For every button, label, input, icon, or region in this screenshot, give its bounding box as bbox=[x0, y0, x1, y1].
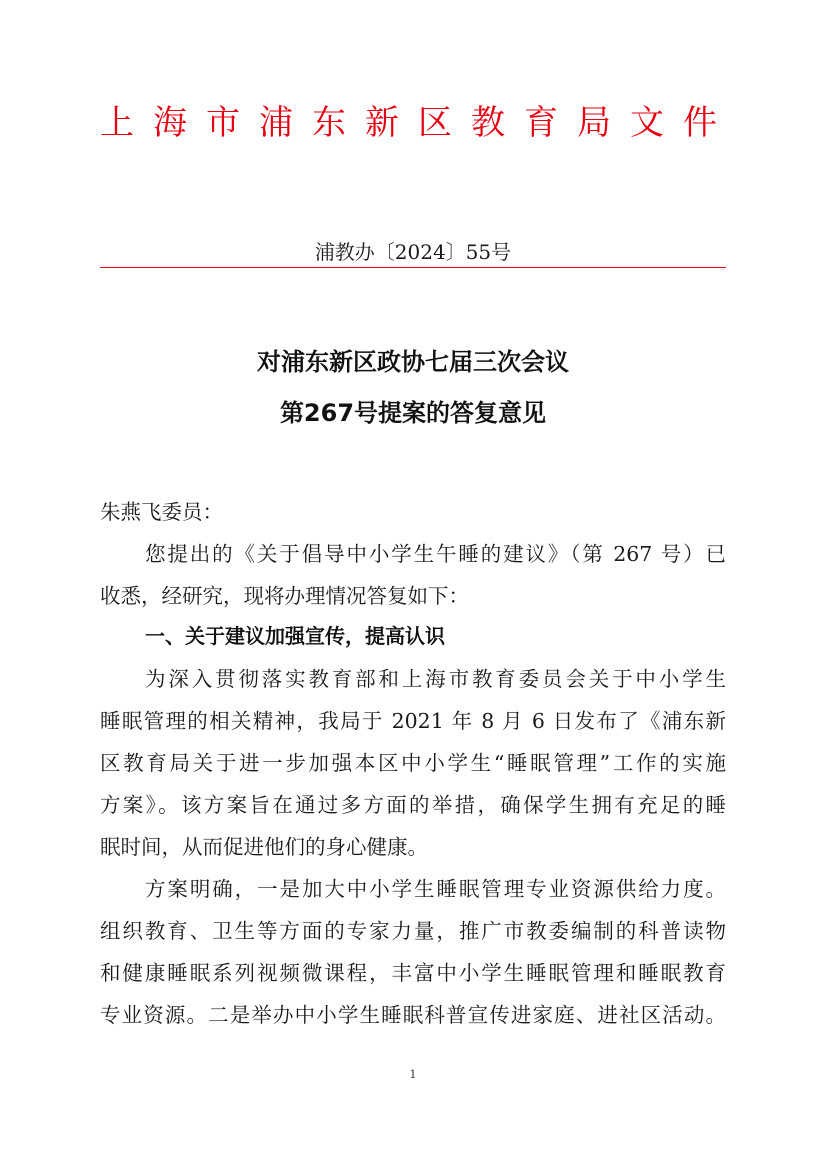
section-1-para-2-line-1: 方案明确，一是加大中小学生睡眠管理专业资源供给力度。 bbox=[145, 877, 726, 901]
intro-line-1: 您提出的《关于倡导中小学生午睡的建议》（第 267 号）已 bbox=[145, 542, 726, 566]
intro-line-2: 收悉，经研究，现将办理情况答复如下： bbox=[100, 584, 469, 608]
page-number: 1 bbox=[409, 1068, 417, 1081]
section-1-para-1-line-5: 眠时间，从而促进他们的身心健康。 bbox=[100, 835, 428, 859]
section-1-heading: 一、关于建议加强宣传，提高认识 bbox=[145, 624, 445, 648]
section-1-para-2-line-3: 和健康睡眠系列视频微课程，丰富中小学生睡眠管理和睡眠教育 bbox=[100, 961, 726, 985]
section-1-para-2-line-4: 专业资源。二是举办中小学生睡眠科普宣传进家庭、进社区活动。 bbox=[100, 1003, 726, 1027]
document-number: 浦教办〔2024〕55号 bbox=[314, 240, 512, 264]
section-1-para-1-line-4: 方案》。该方案旨在通过多方面的举措，确保学生拥有充足的睡 bbox=[100, 793, 726, 817]
masthead-title: 上海市浦东新区教育局文件 bbox=[100, 103, 736, 143]
section-1-para-1-line-3: 区教育局关于进一步加强本区中小学生“睡眠管理”工作的实施 bbox=[100, 751, 726, 775]
section-1-para-1-line-1: 为深入贯彻落实教育部和上海市教育委员会关于中小学生 bbox=[145, 667, 726, 691]
document-title-line-1: 对浦东新区政协七届三次会议 bbox=[257, 348, 569, 376]
document-title-line-2: 第267号提案的答复意见 bbox=[279, 399, 547, 427]
section-1-para-1-line-2: 睡眠管理的相关精神，我局于 2021 年 8 月 6 日发布了《浦东新 bbox=[100, 709, 726, 733]
salutation: 朱燕飞委员： bbox=[100, 500, 223, 524]
section-1-para-2-line-2: 组织教育、卫生等方面的专家力量，推广市教委编制的科普读物 bbox=[100, 919, 726, 943]
red-separator-line bbox=[100, 267, 726, 268]
